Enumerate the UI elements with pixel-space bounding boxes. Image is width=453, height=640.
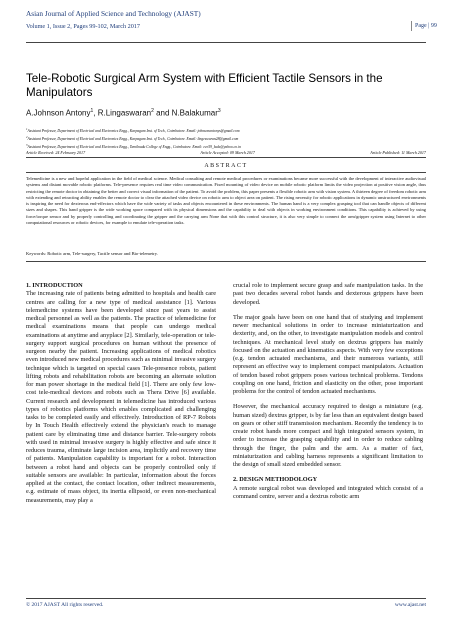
abstract-heading: ABSTRACT bbox=[204, 163, 248, 169]
journal-name: Asian Journal of Applied Science and Technology (AJAST) bbox=[26, 9, 201, 18]
page-number: Page | 99 bbox=[411, 21, 439, 31]
article-dates bbox=[26, 150, 426, 155]
affiliation-3: $^3$Assistant Professor, Department of Electrical and Electronics Engg., Tamilnadu College of Engg., Coimbatore. Email: eee59_bala@yahoo.co.in bbox=[26, 143, 241, 150]
footer bbox=[26, 602, 426, 608]
abstract-rule-top bbox=[26, 172, 426, 173]
published-date: Article Published: 11 March 2017 bbox=[370, 150, 426, 155]
right-column bbox=[233, 282, 423, 508]
left-column bbox=[26, 282, 216, 512]
section-heading-design: 2. DESIGN METHODOLOGY bbox=[233, 476, 318, 484]
author-2: , R.Lingaswaran bbox=[93, 108, 152, 118]
paragraph-4: A remote surgical robot was developed and integrated which consist of a command centre, server and a dextrus robotic arm bbox=[233, 484, 423, 500]
affiliations bbox=[26, 126, 431, 151]
paragraph-1: crucial role to implement secure grasp and safe manipulation tasks. In the past two decades several robot hands and dexterous grippers have been developed. bbox=[233, 282, 423, 306]
journal-url[interactable]: www.ajast.net bbox=[394, 602, 426, 608]
abstract-text: Telemedicine is a new and hopeful application in the field of medical science. Medical consulting and remote medical procedures or examinations became more successful with the development of interactive audiovisual systems and distant movable robotic platforms. Tele-presence requires real time video communication. Fixed mounting of video device on mobile robotic platform limits the video projection at positive vision angle, thus restricting the remote doctor in obtaining the better and correct visual information of the patient. To avoid the problem, this paper presents a flexible robotic arm with vision system. A thirteen degree of freedom robotic arm with extending and retracting ability enables the remote doctor to clear the attached video device on robotic arm to object area on patient. The rising necessity for robotic applications in dynamic unstructured environments is inspiring the need for dexterous end-effectors which have the wide variety of tasks and objects encountered in these environments. The human hand is a very complex grasping tool that can handle objects of different sizes and shapes. This hand gripper is the wide working space compared with its physical dimensions and the capability to deal with objects in working environment conditions. This capability is achieved by using force/torque sensor and by properly controlling and coordinating the gripper and the carrying arm None that with this control structure, it is also very simple to connect the arm/gripper system using Internet to other computational resources or robotic devices, for example to emulate tele-operation tasks. bbox=[26, 176, 426, 225]
affiliation-1: $^1$Assistant Professor, Department of Electrical and Electronics Engg., Karpagam Inst. of Tech., Coimbatore. Email: johnsonantonys@gmail.com bbox=[26, 127, 240, 134]
copyright: © 2017 AJAST All rights reserved. bbox=[26, 602, 104, 608]
author-3-mark: 3 bbox=[217, 108, 221, 114]
keywords: Keywords: Robotic arm, Tele-surgery, Tactile sensor and Bio-telemetry. bbox=[26, 251, 158, 256]
journal-header bbox=[26, 8, 426, 30]
paper-title: Tele-Robotic Surgical Arm System with Efficient Tactile Sensors in the Manipulators bbox=[26, 72, 383, 99]
author-2-mark: 2 bbox=[151, 108, 154, 114]
accepted-date: Article Accepted: 09 March 2017 bbox=[200, 150, 255, 155]
author-1: A.Johnson Antony bbox=[26, 108, 91, 118]
paragraph-2: The major goals have been on one hand that of studying and implement newer mechanical solutions in order to increase miniaturization and dexterity, and, on the other, to investigate manipulation models and control techniques. At mechanical level study on dextrus grippers has mainly focused on the actuation and kinematics aspects. With very few exceptions (e.g. tendon actuated mechanisms, and their numerous variants, still represent an effective way to implement compact manipulators. Actuation of tendon based robot grippers poses various technical problems. Tendons coupling on one hand, friction and elasticity on the other, pose important problems for the control of tendon actuated mechanisms. bbox=[233, 313, 423, 395]
author-3: and N.Balakumar bbox=[153, 108, 218, 118]
received-date: Article Received: 24 February 2017 bbox=[26, 150, 86, 155]
header-rule bbox=[26, 42, 426, 43]
author-list bbox=[26, 108, 426, 118]
paragraph-3: However, the mechanical accuracy required to design a miniature (e.g. human sized) dextrus gripper, is by far less than an equivalent design based on gears or other stiff transmission mechanism. Recently the tendency is to create robot hands more compact and high integrated sensors system, in order to increase the grasping capability and in order to reduce cabling through the finger, the palm and the arm. As a matter of fact, miniaturization and cabling harness represents a significant limitation to the design of small sized embedded sensor. bbox=[233, 403, 423, 468]
dates-rule bbox=[26, 157, 426, 158]
abstract-rule-bottom bbox=[26, 261, 426, 262]
affiliation-2: $^2$Assistant Professor, Department of Electrical and Electronics Engg., Karpagam Inst. of Tech., Coimbatore. Email: lingeswaran28@gmail.com bbox=[26, 135, 239, 142]
volume-info: Volume 1, Issue 2, Pages 99-102, March 2017 bbox=[26, 23, 140, 30]
footer-rule bbox=[26, 598, 426, 599]
author-1-mark: 1 bbox=[90, 108, 94, 114]
intro-paragraph: The increasing rate of patients being admitted to hospitals and health care centres are calling for a new type of medical assistance [1]. Various telemedicine systems have been developed since past years to assist medical personnel as well as the patients. The practice of telemedicine for medical examinations means that people can undergo medical examinations at anytime and anyplace [2]. Similarly, tele-operation or tele-surgery support surgical procedures on human without the presence of surgeon nearby the patient. Increasing applications of medical robotics even introduced new medical procedures such as minimal invasive surgery technique which is targeted on special cases Tele-presence robots, patient lifting robots and rehabilitation robots are becoming an alternate solution for man power shortage in the medical field [1]. There are only few low-cost tele-medical devices and robots such as Thera Drive [6] available. Current research and development in telemedicine has introduced various types of robotics platforms which enables complicated and challenging tasks to be completed easily and effectively. Introduction of RP-7 Robots by In Touch Health effectively extend the physician's reach to manage patient care by eliminating time and distance barrier. Tele-surgery robots with used in minimal invasive surgery is highly effective and safe since it reduces trauma, eliminate large incision area, implicitly and recovery time of patients. Manipulation capability is important for a robot. Interaction between a robot hand and objects can be properly controlled only if suitable sensors are available: In particular, information about the forces applied at the contact, the contact location, other indirect measurements, e.g. estimate of mass object, its inertia ellipsoid, or even non-mechanical measurements, may play a bbox=[26, 290, 216, 504]
section-heading-introduction: 1. INTRODUCTION bbox=[26, 282, 83, 289]
